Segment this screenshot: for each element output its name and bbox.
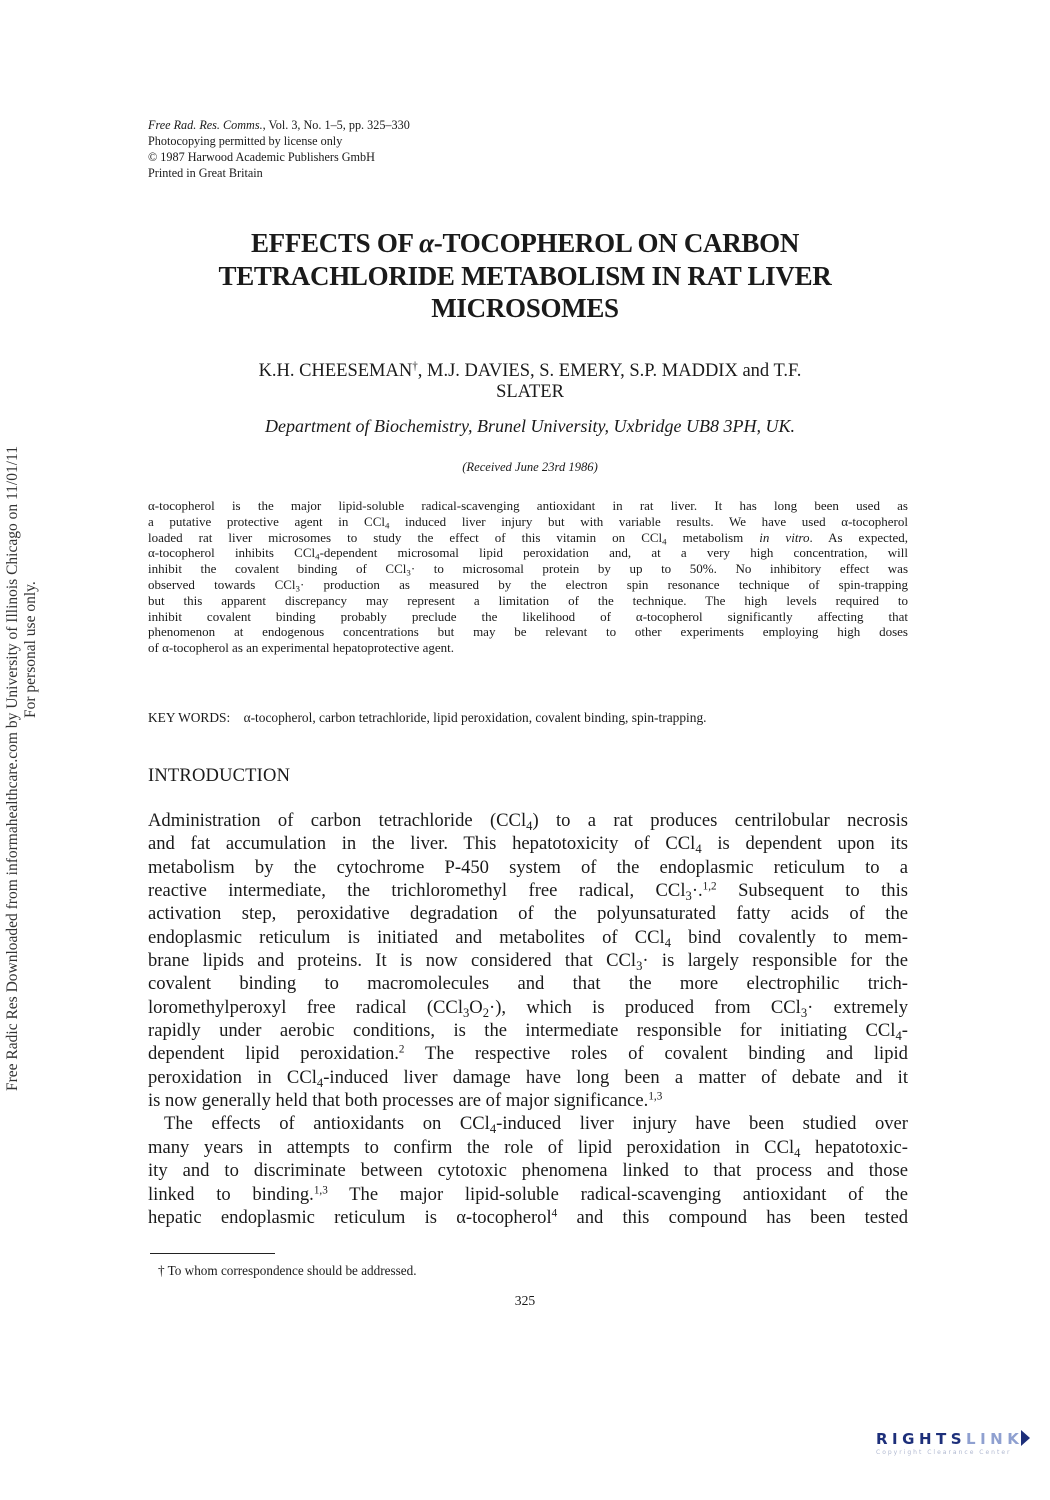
corresponding-dagger: † xyxy=(412,360,418,373)
keywords-label: KEY WORDS: xyxy=(148,710,231,725)
abstract-line: a putative protective agent in CCl$_4$ induced liver injury but with variable results. We have used α-tocopherol xyxy=(148,513,908,531)
abstract-line: inhibit covalent binding probably preclude the likelihood of α-tocopherol significantly affecting that xyxy=(148,608,908,624)
title-line-3: MICROSOMES xyxy=(431,293,619,323)
body-line: reactive intermediate, the trichloromethyl free radical, CCl$_3$·.$^{1,2}$ Subsequent to this xyxy=(148,880,909,903)
abstract xyxy=(148,498,908,656)
rightslink-wordmark: RIGHTSLINK xyxy=(876,1430,1036,1448)
abstract-line: observed towards CCl$_3$· production as measured by the electron spin resonance technique of spin-trapping xyxy=(148,576,908,594)
body-line: activation step, peroxidative degradation of the polyunsaturated fatty acids of the xyxy=(148,903,908,925)
body-line: covalent binding to macromolecules and that the more electrophilic trich- xyxy=(148,973,908,995)
paper-title xyxy=(150,227,900,325)
abstract-line: of α-tocopherol as an experimental hepatoprotective agent. xyxy=(148,640,455,656)
personal-use-text: For personal use only. xyxy=(22,581,39,718)
rightslink-tagline: Copyright Clearance Center xyxy=(876,1449,1012,1456)
body-line: The effects of antioxidants on CCl$_4$-induced liver injury have been studied over xyxy=(164,1113,908,1137)
section-heading-introduction: INTRODUCTION xyxy=(148,766,291,786)
body-line: peroxidation in CCl$_4$-induced liver damage have long been a matter of debate and it xyxy=(148,1066,908,1090)
authors-line-1: K.H. CHEESEMAN†, M.J. DAVIES, S. EMERY, S.P. MADDIX and T.F. xyxy=(258,360,802,381)
abstract-line: α-tocopherol inhibits CCl$_4$-dependent microsomal lipid peroxidation and, at a very high concentration, will xyxy=(148,545,908,563)
copyright-note: © 1987 Harwood Academic Publishers GmbH xyxy=(148,150,375,164)
download-notice-line2 xyxy=(22,581,40,718)
download-notice-text: Free Radic Res Downloaded from informahealthcare.com by University of Illinois Chicago on 11/01/11 xyxy=(4,446,21,1091)
body-line: linked to binding.$^{1,3}$ The major lipid-soluble radical-scavenging antioxidant of the xyxy=(148,1183,909,1205)
abstract-line: inhibit the covalent binding of CCl$_3$· to microsomal protein by up to 50%. No inhibitory effect was xyxy=(148,561,908,578)
introduction-body xyxy=(148,809,908,1229)
journal-name: Free Rad. Res. Comms. xyxy=(148,118,263,132)
abstract-line: but this apparent discrepancy may represent a limitation of the technique. The high levels required to xyxy=(148,592,908,608)
author-list xyxy=(150,361,910,403)
affiliation: Department of Biochemistry, Brunel University, Uxbridge UB8 3PH, UK. xyxy=(265,416,795,436)
body-line: dependent lipid peroxidation.$^2$ The respective roles of covalent binding and lipid xyxy=(148,1043,908,1065)
title-line-1: EFFECTS OF α-TOCOPHEROL ON CARBON xyxy=(250,228,800,258)
chevron-right-icon xyxy=(1021,1430,1030,1446)
footnote: † To whom correspondence should be addressed. xyxy=(158,1263,417,1278)
body-line: metabolism by the cytochrome P-450 system of the endoplasmic reticulum to a xyxy=(148,856,908,878)
abstract-line: phenomenon at endogenous concentrations but may be relevant to other experiments employing high doses xyxy=(148,624,908,640)
download-notice-line1 xyxy=(4,446,22,1091)
abstract-line: α-tocopherol is the major lipid-soluble radical-scavenging antioxidant in rat liver. It has long been used as xyxy=(148,498,908,513)
title-line-2: TETRACHLORIDE METABOLISM IN RAT LIVER xyxy=(218,260,832,291)
footnote-rule xyxy=(150,1253,275,1254)
body-line: brane lipids and proteins. It is now considered that CCl$_3$· is largely responsible for the xyxy=(148,950,908,973)
printed-note: Printed in Great Britain xyxy=(148,166,263,180)
authors-line-2: SLATER xyxy=(496,382,564,402)
body-line: rapidly under aerobic conditions, is the intermediate responsible for initiating CCl$_4$- xyxy=(148,1020,908,1043)
received-date: (Received June 23rd 1986) xyxy=(462,460,598,474)
body-line: and fat accumulation in the liver. This hepatotoxicity of CCl$_4$ is dependent upon its xyxy=(148,833,908,857)
keywords-list: α-tocopherol, carbon tetrachloride, lipid peroxidation, covalent binding, spin-trapping. xyxy=(243,710,707,725)
body-line: is now generally held that both processes are of major significance.$^{1,3}$ xyxy=(148,1090,663,1112)
journal-citation xyxy=(148,117,410,133)
abstract-line: loaded rat liver microsomes to study the effect of this vitamin on CCl$_4$ metabolism in vitro. As expected, xyxy=(148,529,908,547)
volume-pages: , Vol. 3, No. 1–5, pp. 325–330 xyxy=(262,118,410,132)
body-line: many years in attempts to confirm the role of lipid peroxidation in CCl$_4$ hepatotoxic- xyxy=(148,1136,908,1160)
body-line: hepatic endoplasmic reticulum is α-tocopherol$^4$ and this compound has been tested xyxy=(148,1206,908,1228)
body-line: Administration of carbon tetrachloride (CCl$_4$) to a rat produces centrilobular necrosis xyxy=(148,810,909,833)
license-note: Photocopying permitted by license only xyxy=(148,134,343,148)
keywords xyxy=(148,710,908,726)
page-number: 325 xyxy=(514,1293,536,1308)
body-line: ity and to discriminate between cytotoxic phenomena linked to that process and those xyxy=(148,1160,908,1182)
rightslink-logo[interactable] xyxy=(876,1430,1036,1466)
body-line: endoplasmic reticulum is initiated and metabolites of CCl$_4$ bind covalently to mem- xyxy=(148,926,908,950)
body-line: loromethylperoxyl free radical $(CCl_3O_2\cdot)$, which is produced from CCl$_3$· extremely xyxy=(148,996,908,1020)
